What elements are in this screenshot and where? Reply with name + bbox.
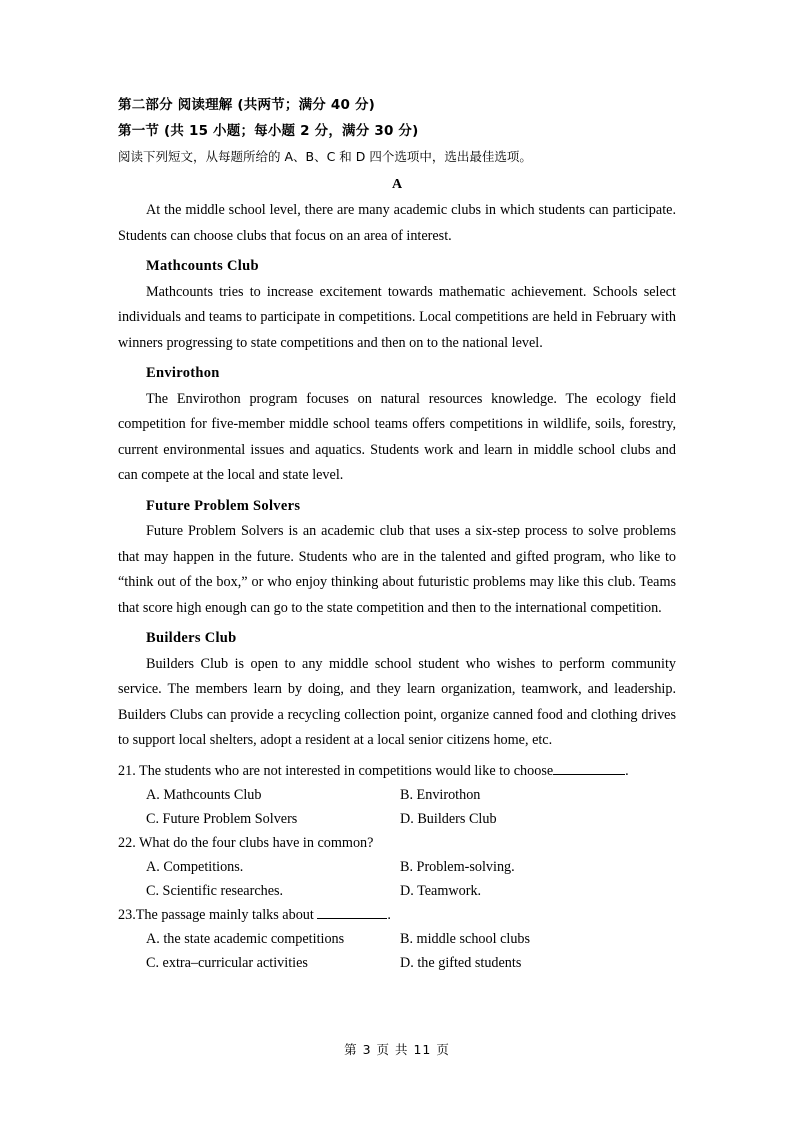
question-21-option-b[interactable]: B. Envirothon [400, 786, 481, 803]
intro-paragraph: At the middle school level, there are many academic clubs in which students can participate. Students can choose clubs that focus on an area of interest. [118, 202, 676, 244]
page-footer: 第 3 页 共 11 页 [344, 1042, 450, 1057]
question-21-option-a[interactable]: A. Mathcounts Club [146, 786, 262, 803]
question-23-stem [118, 903, 676, 927]
question-23-stem-end: . [387, 906, 391, 923]
passage-letter-a: A [391, 177, 403, 192]
question-23-option-c[interactable]: C. extra–curricular activities [146, 954, 308, 971]
question-23-options-row1 [118, 927, 676, 951]
question-22-option-c[interactable]: C. Scientific researches. [146, 882, 284, 899]
question-22-stem [118, 831, 676, 855]
question-23-option-d[interactable]: D. the gifted students [400, 954, 522, 971]
question-22-option-d[interactable]: D. Teamwork. [400, 882, 482, 899]
question-23-blank [317, 906, 387, 919]
club-heading-mathcounts: Mathcounts Club [146, 258, 259, 274]
question-22-option-b[interactable]: B. Problem-solving. [400, 858, 515, 875]
question-22-options-row2 [118, 879, 676, 903]
club-text-mathcounts: Mathcounts tries to increase excitement towards mathematic achievement. Schools select individuals and teams to participate in competitions. Local competitions are held in February with winners progressing to state competitions and then on to the national level. [118, 283, 676, 351]
page-content [118, 92, 676, 975]
club-text-builders: Builders Club is open to any middle school student who wishes to perform community service. The members learn by doing, and they learn organization, teamwork, and leadership. Builders Clubs can provide a recycling collection point, organize canned food and clothing drives to support local shelters, adopt a resident at a local senior citizens home, etc. [118, 655, 676, 748]
club-text-envirothon: The Envirothon program focuses on natural resources knowledge. The ecology field competition for five-member middle school teams offers competitions in wildlife, soils, forestry, current environmental issues and aquatics. Students work and learn in middle school clubs and can compete at the local and state level. [118, 390, 676, 483]
question-21-options-row2 [118, 807, 676, 831]
question-21-stem-text: 21. The students who are not interested in competitions would like to choose [118, 762, 554, 779]
question-22-options-row1 [118, 855, 676, 879]
question-23-option-b[interactable]: B. middle school clubs [400, 930, 531, 947]
question-23-stem-text: 23.The passage mainly talks about [118, 906, 314, 923]
club-heading-future-problem-solvers: Future Problem Solvers [146, 497, 301, 514]
reading-instruction: 阅读下列短文，从每题所给的 A、B、C 和 D 四个选项中，选出最佳选项。 [118, 149, 532, 164]
question-22-option-a[interactable]: A. Competitions. [146, 858, 244, 875]
question-21-blank [553, 762, 625, 775]
question-23-options-row2 [118, 951, 676, 975]
club-text-future-problem-solvers: Future Problem Solvers is an academic club that uses a six-step process to solve problems that may happen in the future. Students who are in the talented and gifted program, who like to “think out of the box,” or who enjoy thinking about futuristic problems may like this club. Teams that score high enough can go to the state competition and then to the international competition. [118, 523, 676, 616]
question-22-stem-text: 22. What do the four clubs have in common? [118, 834, 374, 851]
club-heading-envirothon: Envirothon [146, 365, 220, 381]
question-21-stem-end: . [625, 762, 629, 779]
section-header-part2: 第二部分 阅读理解 (共两节；满分 40 分) [118, 97, 376, 113]
question-21-option-c[interactable]: C. Future Problem Solvers [146, 810, 298, 827]
question-23-option-a[interactable]: A. the state academic competitions [146, 930, 345, 947]
section-header-section1: 第一节 (共 15 小题；每小题 2 分，满分 30 分) [118, 123, 419, 139]
club-heading-builders: Builders Club [146, 630, 237, 646]
question-21-options-row1 [118, 783, 676, 807]
question-21-stem [118, 759, 676, 783]
question-21-option-d[interactable]: D. Builders Club [400, 810, 497, 827]
